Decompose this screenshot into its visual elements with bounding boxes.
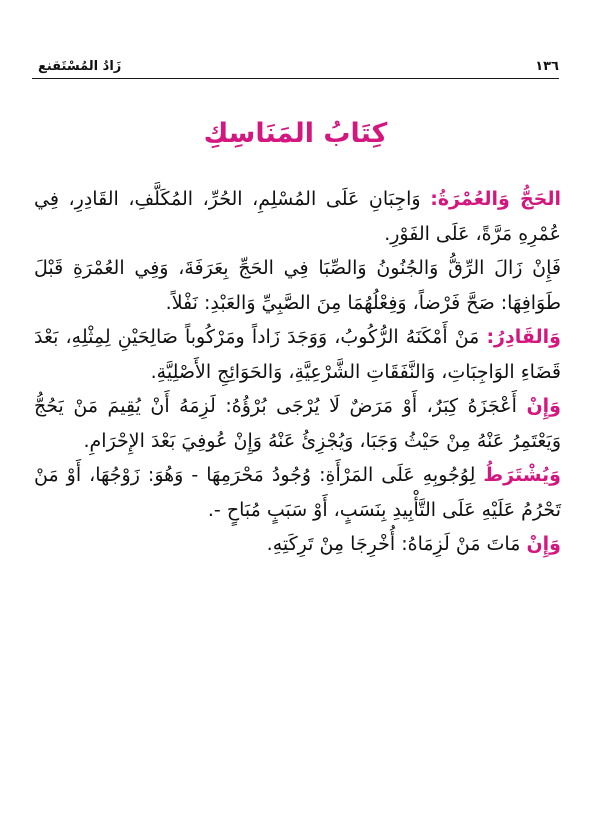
book-title: زَادُ المُسْتَقنع <box>38 59 122 74</box>
paragraph-text: مَنْ أَمْكَنَهُ الرُّكُوبُ، وَوَجَدَ زَاداً ومَرْكُوباً صَالِحَيْنِ لِمِثْلِهِ، بَعْدَ قَضَاءِ الوَاجِبَاتِ، وَالنَّفَقَاتِ الشَّرْعِيَّةِ، وَالحَوَائِجِ الأَصْلِيَّةِ. <box>34 326 561 383</box>
paragraph-text: لِوُجُوبِهِ عَلَى المَرْأَةِ: وُجُودُ مَحْرَمِهَا - وَهُوَ: زَوْجُهَا، أَوْ مَنْ تَحْرُمُ عَلَيْهِ عَلَى التَّأْبِيدِ بِنَسَبٍ، أَوْ سَبَبٍ مُبَاحٍ -. <box>34 464 561 521</box>
body-text <box>34 182 561 562</box>
page-number: ١٣٦ <box>535 59 559 74</box>
paragraph-term: وَإِنْ <box>526 395 561 417</box>
paragraph <box>34 527 561 562</box>
paragraph <box>34 182 561 251</box>
paragraph <box>34 320 561 389</box>
paragraph <box>34 389 561 458</box>
paragraph-text: أَعْجَزَهُ كِبَرٌ، أَوْ مَرَضٌ لَا يُرْجَى بُرْؤُهُ: لَزِمَهُ أَنْ يُقِيمَ مَنْ يَحُجُّ وَيَعْتَمِرُ عَنْهُ مِنْ حَيْثُ وَجَبَا، وَيُجْزِئُ عَنْهُ وَإِنْ عُوفِيَ بَعْدَ الإِحْرَامِ. <box>34 395 561 452</box>
paragraph-term: وَالقَادِرُ: <box>486 326 561 348</box>
paragraph-term: وَإِنْ <box>526 533 561 555</box>
paragraph-term: الحَجُّ وَالعُمْرَةُ: <box>430 188 561 210</box>
paragraph <box>34 458 561 527</box>
chapter-title: كِتَابُ المَنَاسِكِ <box>203 118 388 149</box>
paragraph-text: وَاجِبَانِ عَلَى المُسْلِمِ، الحُرِّ، المُكَلَّفِ، القَادِرِ، فِي عُمْرِهِ مَرَّةً، عَلَى الفَوْرِ. <box>34 188 561 245</box>
paragraph <box>34 251 561 320</box>
paragraph-text: مَاتَ مَنْ لَزِمَاهُ: أُخْرِجَا مِنْ تَرِكَتِهِ. <box>266 533 527 555</box>
page-header <box>38 52 559 74</box>
paragraph-text: فَإِنْ زَالَ الرِّقُّ وَالجُنُونُ وَالصِّبَا فِي الحَجِّ بِعَرَفَةَ، وَفِي العُمْرَةِ قَبْلَ طَوَافِهَا: صَحَّ فَرْضاً، وَفِعْلُهُمَا مِنَ الصَّبِيِّ وَالعَبْدِ: نَفْلاً. <box>34 257 561 314</box>
header-divider <box>32 78 559 79</box>
paragraph-term: وَيُشْتَرَطُ <box>483 464 561 486</box>
